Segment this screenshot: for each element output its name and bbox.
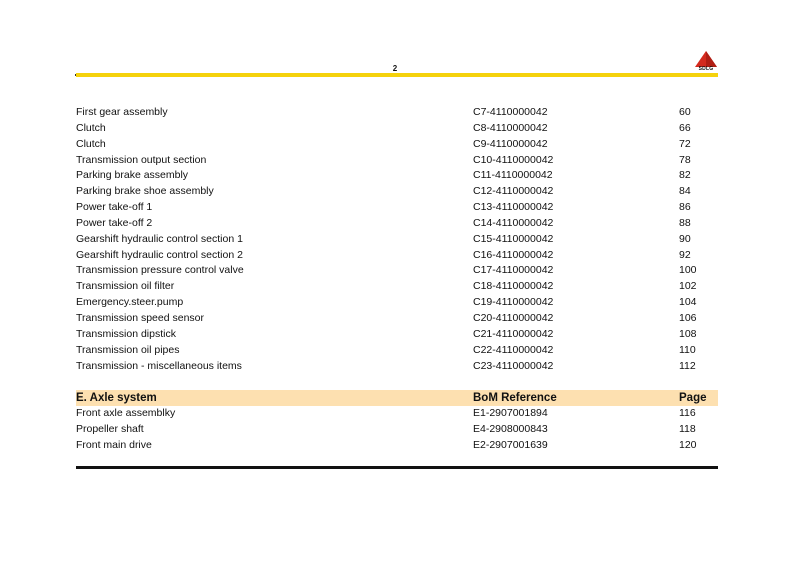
item-page: 118 [679,422,696,435]
item-page: 108 [679,327,697,340]
item-page: 78 [679,153,691,166]
item-page: 72 [679,137,691,150]
item-reference: C7-4110000042 [473,106,548,118]
item-reference: E1-2907001894 [473,407,548,419]
item-reference: C8-4110000042 [473,121,548,134]
item-page: 104 [679,296,697,309]
list-item [76,422,718,438]
item-name: Transmission oil filter [76,280,175,293]
item-name: Gearshift hydraulic control section 1 [76,232,243,245]
item-reference: C23-4110000042 [473,359,554,372]
list-item [76,168,718,184]
item-reference: C17-4110000042 [473,264,554,277]
item-reference: C12-4110000042 [473,185,554,198]
item-page: 66 [679,121,691,134]
header-rule [76,73,718,77]
item-name: Parking brake assembly [76,169,189,182]
item-name: Front main drive [76,438,152,451]
item-page: 112 [679,359,696,372]
item-reference: C15-4110000042 [473,232,554,245]
item-name: Power take-off 2 [76,216,153,229]
item-name: Transmission oil pipes [76,343,180,356]
list-item [76,279,718,295]
axle-list [76,406,718,454]
item-reference: C11-4110000042 [473,169,553,182]
sdlg-logo [693,50,719,76]
page-column-header: Page [679,392,707,404]
list-item [76,232,718,248]
item-page: 102 [679,280,697,293]
item-name: Propeller shaft [76,422,144,435]
item-reference: C16-4110000042 [473,248,554,261]
item-reference: C20-4110000042 [473,311,554,324]
item-name: Emergency.steer.pump [76,296,184,309]
list-item [76,216,718,232]
item-page: 110 [679,343,696,356]
list-item [76,359,718,375]
item-page: 92 [679,248,691,261]
item-name: Front axle assemblky [76,407,176,419]
item-reference: C9-4110000042 [473,137,548,150]
item-reference: C22-4110000042 [473,343,554,356]
item-page: 88 [679,216,691,229]
page-number: 2 [392,64,398,73]
item-name: Transmission - miscellaneous items [76,359,242,372]
item-reference: C13-4110000042 [473,201,554,214]
list-item [76,248,718,264]
item-reference: E2-2907001639 [473,438,548,451]
transmission-list [76,105,718,374]
list-item [76,137,718,153]
item-page: 120 [679,438,697,451]
item-reference: C10-4110000042 [473,153,554,166]
section-title: E. Axle system [76,392,157,404]
list-item [76,343,718,359]
item-name: Clutch [76,137,106,150]
list-item [76,311,718,327]
item-page: 84 [679,185,691,198]
footer-rule [76,466,718,469]
list-item [76,327,718,343]
item-page: 86 [679,201,691,214]
item-reference: C21-4110000042 [473,327,554,340]
item-name: First gear assembly [76,106,168,118]
item-page: 116 [679,407,696,419]
item-reference: E4-2908000843 [473,422,548,435]
item-name: Clutch [76,121,106,134]
item-name: Transmission pressure control valve [76,264,244,277]
item-page: 90 [679,232,691,245]
item-page: 100 [679,264,697,277]
list-item [76,263,718,279]
item-name: Transmission speed sensor [76,311,204,324]
item-name: Transmission output section [76,153,207,166]
item-name: Parking brake shoe assembly [76,185,214,198]
list-item [76,121,718,137]
item-name: Transmission dipstick [76,327,176,340]
list-item [76,438,718,454]
ref-column-header: BoM Reference [473,392,557,404]
list-item [76,295,718,311]
list-item [76,200,718,216]
item-name: Power take-off 1 [76,201,153,214]
list-item [76,105,718,121]
item-page: 82 [679,169,691,182]
axle-section-header [76,390,718,406]
list-item [76,406,718,422]
item-page: 106 [679,311,697,324]
item-page: 60 [679,106,691,118]
item-reference: C19-4110000042 [473,296,554,309]
item-reference: C14-4110000042 [473,216,554,229]
item-name: Gearshift hydraulic control section 2 [76,248,243,261]
item-reference: C18-4110000042 [473,280,554,293]
list-item [76,153,718,169]
logo-text: SDLG [698,66,714,72]
list-item [76,184,718,200]
